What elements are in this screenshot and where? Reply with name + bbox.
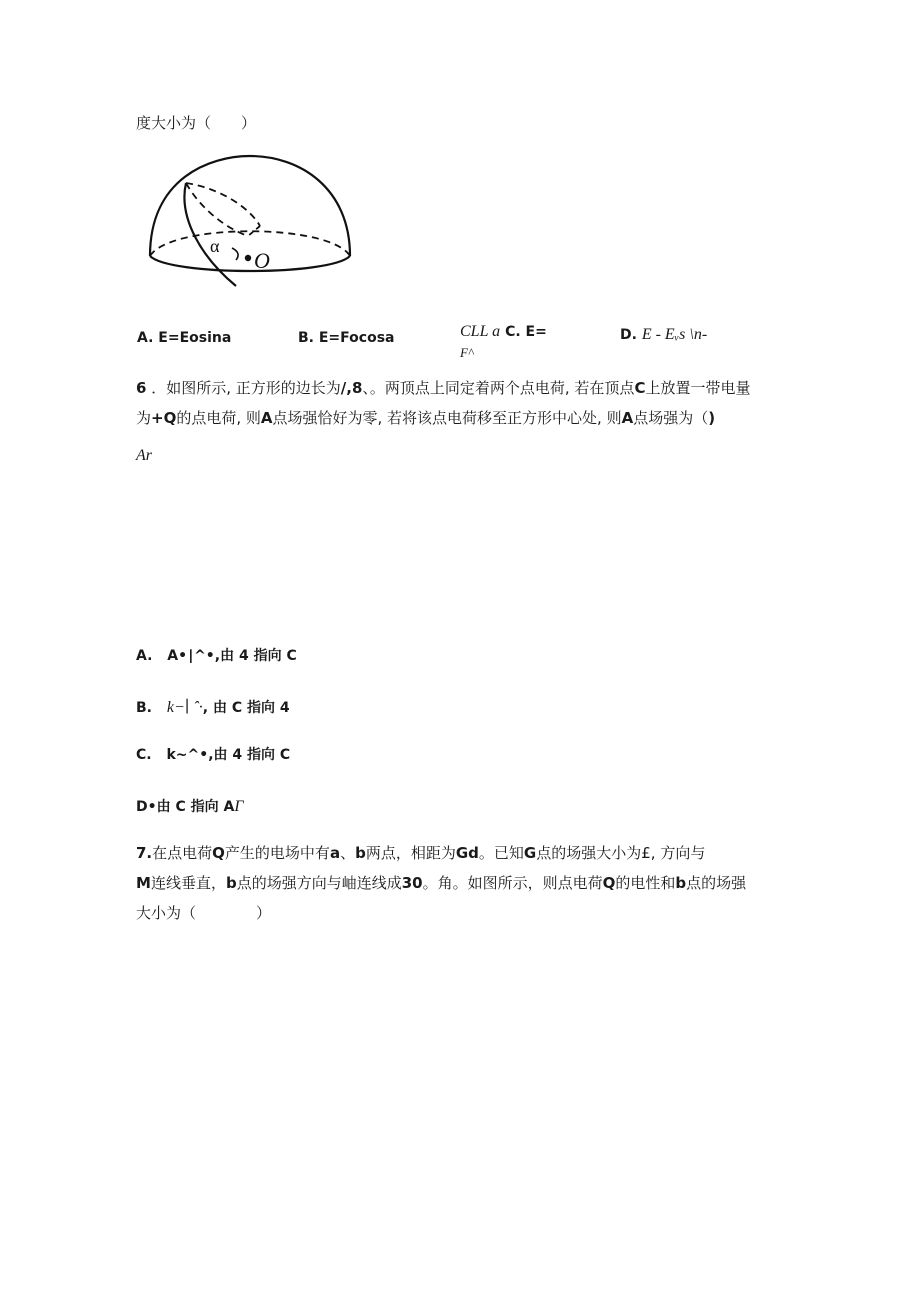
q6-bold: C: [634, 379, 646, 397]
q7-line-3: 大小为（ ）: [136, 904, 272, 922]
q7-text: 。角。如图所示，则点电荷: [422, 874, 603, 892]
q5-option-c[interactable]: [460, 323, 547, 341]
q6-text: ．如图所示, 正方形的边长为: [151, 379, 341, 397]
q6-bold: +Q: [151, 409, 177, 427]
q6-bold: /,8: [340, 379, 363, 397]
q7-text: 点的场强: [686, 874, 747, 892]
q7-bold: 7.: [136, 844, 153, 862]
hemisphere-figure: [140, 148, 380, 298]
q7-text: 。已知: [478, 844, 524, 862]
q6-line-1: [136, 378, 750, 398]
q6-number: 6: [136, 379, 147, 397]
q7-text: 连线垂直，: [150, 874, 226, 892]
q6-option-a[interactable]: [136, 645, 297, 665]
q7-text: 两点，相距为: [365, 844, 456, 862]
option-italic: Γ: [234, 798, 244, 815]
q5-option-d-tail: E - Eᵥs \n-: [641, 326, 708, 343]
q6-text: 为: [136, 409, 152, 427]
option-letter: B.: [136, 700, 152, 716]
q7-text: 的电性和: [615, 874, 676, 892]
q7-text: 点的场强大小为£, 方向与: [536, 844, 706, 862]
alpha-label: α: [210, 236, 220, 256]
q6-text: 点场强恰好为零, 若将该点电荷移至正方形中心处, 则: [272, 409, 622, 427]
q7-line-2: [136, 873, 746, 893]
q6-option-b[interactable]: [136, 697, 290, 717]
q7-bold: 30: [401, 874, 423, 892]
q7-bold: b: [225, 874, 237, 892]
q5-option-b[interactable]: B. E=Focosa: [298, 330, 395, 346]
q6-option-d[interactable]: [136, 796, 243, 816]
q7-text: 产生的电场中有: [224, 844, 330, 862]
q7-bold: M: [136, 874, 151, 892]
option-italic: k−∣ ˆ·: [166, 699, 203, 716]
q5-option-d[interactable]: [620, 326, 707, 344]
q5-option-c-pre: CLL a: [460, 323, 501, 340]
q7-line-1: [136, 843, 705, 863]
q6-text: 点场强为（: [633, 409, 709, 427]
option-text: D•由 C 指向 A: [136, 799, 235, 815]
option-text: , 由 C 指向 4: [202, 700, 290, 716]
q5-option-c-under: F^: [460, 345, 474, 360]
q7-bold: Gd: [455, 844, 479, 862]
q7-bold: b: [675, 874, 687, 892]
q6-bold: A: [621, 409, 634, 427]
q6-option-c[interactable]: [136, 744, 290, 764]
option-text: k~^•,由 4 指向 C: [166, 747, 291, 763]
center-label: O: [254, 248, 270, 273]
q5-stem-tail: 度大小为（ ）: [136, 114, 257, 132]
q7-bold: a: [329, 844, 341, 862]
q7-bold: Q: [212, 844, 225, 862]
q7-bold: Q: [602, 874, 616, 892]
option-letter: C.: [136, 747, 152, 763]
q6-bold: ): [708, 409, 716, 427]
q6-figure-label: Ar: [136, 447, 152, 464]
q6-line-2: [136, 408, 715, 428]
q7-text: 在点电荷: [152, 844, 213, 862]
q6-text: 、。两顶点上同定着两个点电荷, 若在顶点: [362, 379, 635, 397]
q5-option-c-main: C. E=: [505, 324, 547, 340]
q6-bold: A: [260, 409, 273, 427]
q7-text: 、: [340, 844, 356, 862]
q7-text: 点的场强方向与岫连线成: [236, 874, 402, 892]
option-letter: A.: [136, 648, 153, 664]
q6-text: 的点电荷, 则: [176, 409, 261, 427]
q5-option-d-main: D.: [620, 327, 637, 343]
option-text: A•∣^•,由 4 指向 C: [167, 648, 297, 664]
q6-text: 上放置一带电量: [645, 379, 751, 397]
q7-bold: b: [355, 844, 366, 862]
q5-option-a[interactable]: A. E=Eosina: [137, 330, 232, 346]
q7-bold: G: [523, 844, 537, 862]
